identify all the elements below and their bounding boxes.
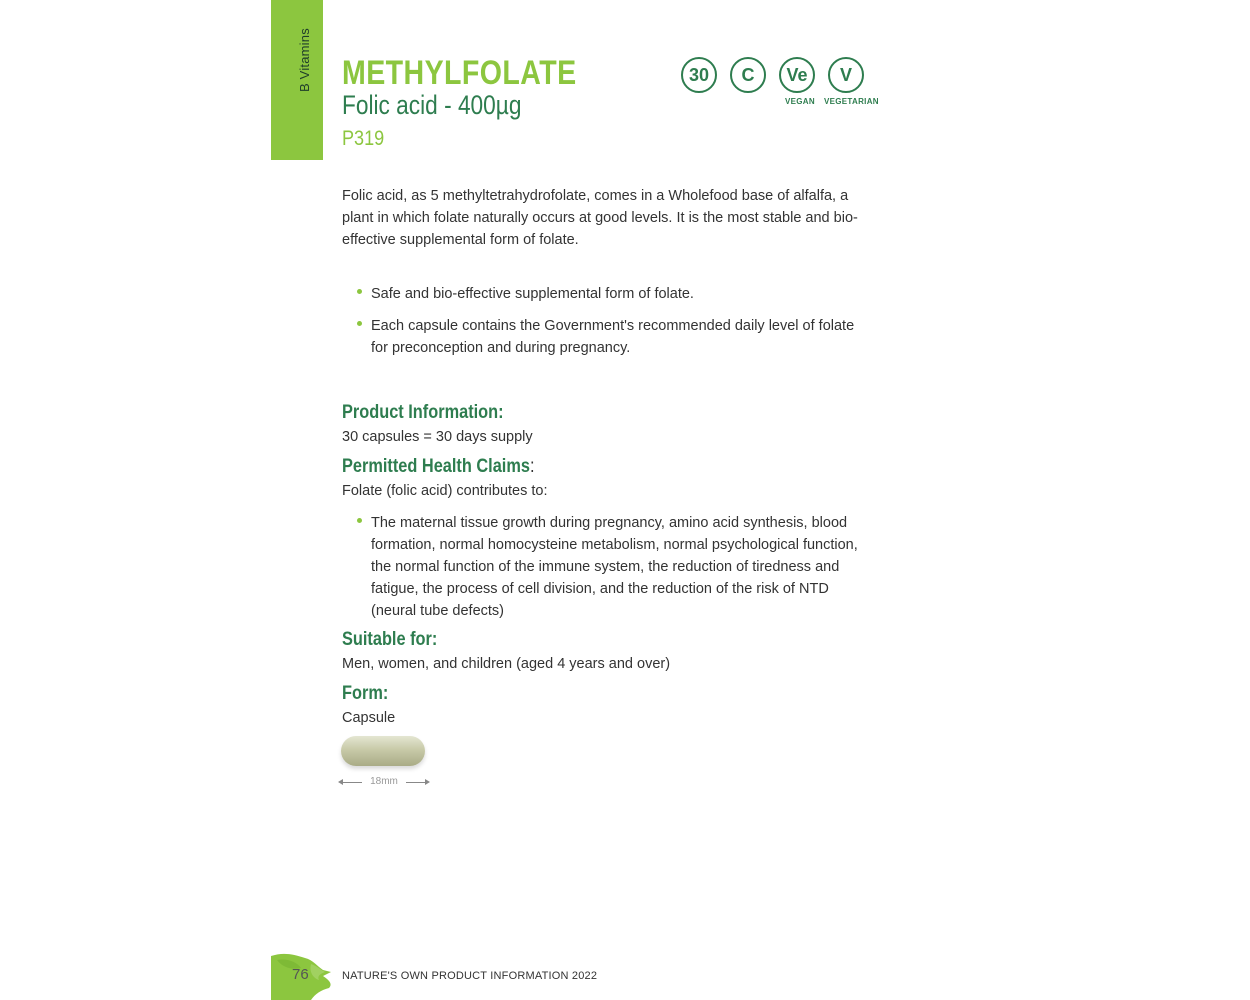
product-information-text: 30 capsules = 30 days supply [342,429,533,445]
product-subtitle: Folic acid - 400µg [342,90,522,120]
section-tab-label: B Vitamins [297,28,312,92]
vegetarian-caption: VEGETARIAN [824,97,879,106]
product-information-heading: Product Information: [342,402,504,423]
badge-ve-label: Ve [786,64,808,85]
health-claims-heading-text: Permitted Health Claims [342,456,530,477]
benefit-text: Each capsule contains the Government's recommended daily level of folate for preconception and during pregnancy. [371,318,855,356]
arrow-right-icon [425,779,430,785]
capsule-size [338,776,430,788]
intro-paragraph: Folic acid, as 5 methyltetrahydrofolate, comes in a Wholefood base of alfalfa, a plant in which folate naturally occurs at good levels. It is the most stable and bio-effective supplemental form of folate. [342,188,858,248]
footer-text: NATURE'S OWN PRODUCT INFORMATION 2022 [342,970,598,982]
form-heading: Form: [342,683,389,704]
health-claims-text: Folate (folic acid) contributes to: [342,483,548,499]
badge-30-label: 30 [688,64,710,85]
suitable-for-heading: Suitable for: [342,629,438,650]
vegan-icon [779,57,815,93]
capsule-icon [341,736,425,766]
suitable-for-text: Men, women, and children (aged 4 years and over) [342,656,671,672]
product-title: METHYLFOLATE [342,54,577,92]
vegetarian-icon [828,57,864,93]
list-item [356,315,866,359]
health-claims-heading [342,456,535,478]
bullet-icon [357,518,362,523]
form-text: Capsule [342,710,396,726]
vegan-caption: VEGAN [785,97,815,106]
bullet-icon [357,289,362,294]
badge-c-label: C [741,64,755,85]
product-code: P319 [342,127,385,150]
list-item [356,283,866,305]
count-30-icon [681,57,717,93]
health-claims-list [356,512,866,632]
health-claim-text: The maternal tissue growth during pregnancy, amino acid synthesis, blood formation, normal homocysteine metabolism, normal psychological function, the normal function of the immune system, the reduction of tiredness and fatigue, the process of cell division, and the reduction of the risk of NTD (neural tube defects) [371,515,858,619]
health-claims-colon: : [529,456,535,477]
badge-v-label: V [839,64,852,85]
benefit-text: Safe and bio-effective supplemental form of folate. [371,286,694,302]
capsule-size-label: 18mm [370,776,398,787]
benefits-list [356,283,866,369]
capsule-c-icon [730,57,766,93]
page-number: 76 [292,966,309,983]
bullet-icon [357,321,362,326]
capsule-image [338,736,430,792]
list-item [356,512,866,622]
